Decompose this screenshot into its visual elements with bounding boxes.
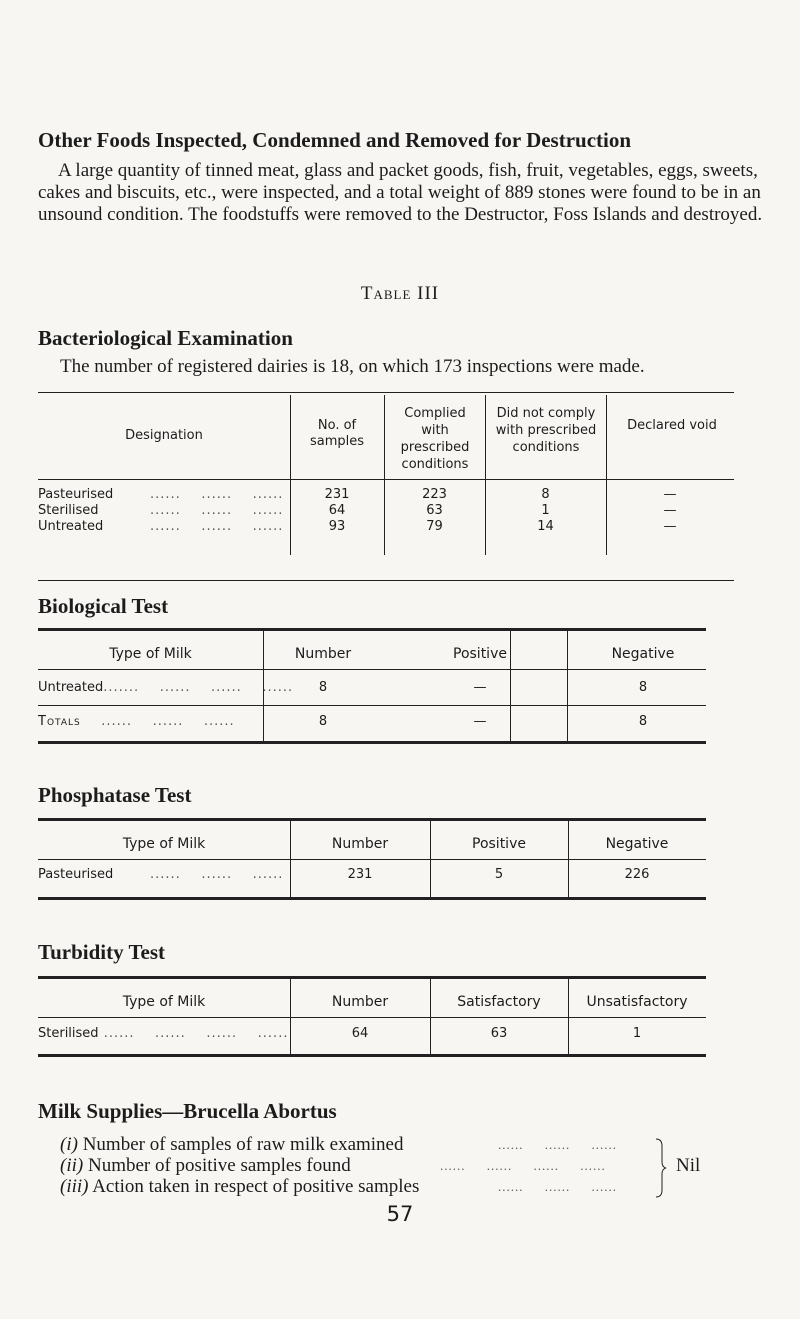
table-cell: 8 — [318, 714, 328, 729]
header-negative: Negative — [605, 836, 669, 852]
section-heading-brucella: Milk Supplies—Brucella Abortus — [38, 1099, 337, 1123]
table-cell: — — [663, 503, 677, 518]
brucella-item: (iii) Action taken in respect of positive samples — [60, 1176, 420, 1197]
header-not-comply: Did not comply with prescribed conditions — [495, 406, 597, 455]
bacteriological-paragraph: The number of registered dairies is 18, on which 173 inspections were made. — [60, 356, 645, 377]
table-cell: 1 — [632, 1026, 642, 1041]
table-title: Table III — [360, 283, 440, 304]
table-cell: — — [663, 519, 677, 534]
brucella-result: Nil — [676, 1155, 701, 1176]
brucella-item: (i) Number of samples of raw milk examined — [60, 1134, 404, 1155]
table-cell: 64 — [328, 503, 346, 518]
header-number: Number — [331, 994, 389, 1010]
table-cell: 93 — [328, 519, 346, 534]
table-cell: 1 — [541, 503, 550, 518]
header-number: Number — [331, 836, 389, 852]
table-cell: 8 — [638, 680, 648, 695]
table-cell: 231 — [347, 867, 373, 882]
table-cell: 63 — [426, 503, 443, 518]
table-cell: — — [663, 487, 677, 502]
table-cell: 5 — [494, 867, 504, 882]
page-number: 57 — [386, 1202, 414, 1226]
header-number: Number — [294, 646, 352, 662]
brace-icon — [654, 1138, 668, 1198]
leader-dots: ...... ...... ...... — [498, 1179, 617, 1194]
section-heading-turbidity: Turbidity Test — [38, 940, 166, 964]
table-row-label: Totals ...... ...... ...... — [38, 714, 235, 729]
header-type-of-milk: Type of Milk — [122, 836, 206, 852]
table-row-label: Pasteurised ...... ...... ...... — [38, 487, 284, 502]
table-cell: 8 — [541, 487, 550, 502]
other-foods-paragraph: A large quantity of tinned meat, glass and packet goods, fish, fruit, vegetables, eggs, sweets, cakes and biscuits, etc., were inspected, and a total weight of 889 stones were found to be in an unsound condition. The foodstuffs were removed to the Destructor, Foss Islands and destroyed. — [38, 160, 763, 225]
leader-dots: ...... ...... ...... ...... — [440, 1158, 606, 1173]
header-samples: No. of samples — [309, 418, 365, 449]
header-positive: Positive — [472, 836, 526, 852]
header-type-of-milk: Type of Milk — [122, 994, 206, 1010]
section-heading-phosphatase: Phosphatase Test — [38, 783, 192, 807]
section-heading-other-foods: Other Foods Inspected, Condemned and Removed for Destruction — [38, 128, 632, 152]
section-heading-bacteriological: Bacteriological Examination — [38, 326, 293, 350]
table-cell: — — [473, 714, 487, 729]
brucella-item: (ii) Number of positive samples found — [60, 1155, 351, 1176]
header-positive: Positive — [453, 646, 507, 662]
table-cell: 231 — [324, 487, 350, 502]
header-declared-void: Declared void — [627, 418, 717, 433]
header-unsatisfactory: Unsatisfactory — [586, 994, 688, 1010]
leader-dots: ...... ...... ...... — [498, 1137, 617, 1152]
header-negative: Negative — [611, 646, 675, 662]
table-row-label: Untreated....... ...... ...... ...... — [38, 680, 294, 695]
section-heading-biological: Biological Test — [38, 594, 169, 618]
table-cell: 79 — [426, 519, 443, 534]
table-cell: 63 — [490, 1026, 508, 1041]
table-row-label: Pasteurised ...... ...... ...... — [38, 867, 284, 882]
table-cell: 223 — [422, 487, 447, 502]
table-cell: 8 — [638, 714, 648, 729]
header-complied: Complied with prescribed conditions — [400, 406, 470, 472]
table-cell: — — [473, 680, 487, 695]
table-cell: 14 — [537, 519, 554, 534]
header-type-of-milk: Type of Milk — [109, 646, 192, 662]
header-satisfactory: Satisfactory — [457, 994, 541, 1010]
table-row-label: Untreated ...... ...... ...... — [38, 519, 284, 534]
table-cell: 64 — [351, 1026, 369, 1041]
table-row-label: Sterilised ...... ...... ...... — [38, 503, 284, 518]
header-designation: Designation — [125, 428, 203, 443]
table-cell: 8 — [318, 680, 328, 695]
table-cell: 226 — [624, 867, 650, 882]
table-row-label: Sterilised ...... ...... ...... ...... — [38, 1026, 289, 1041]
